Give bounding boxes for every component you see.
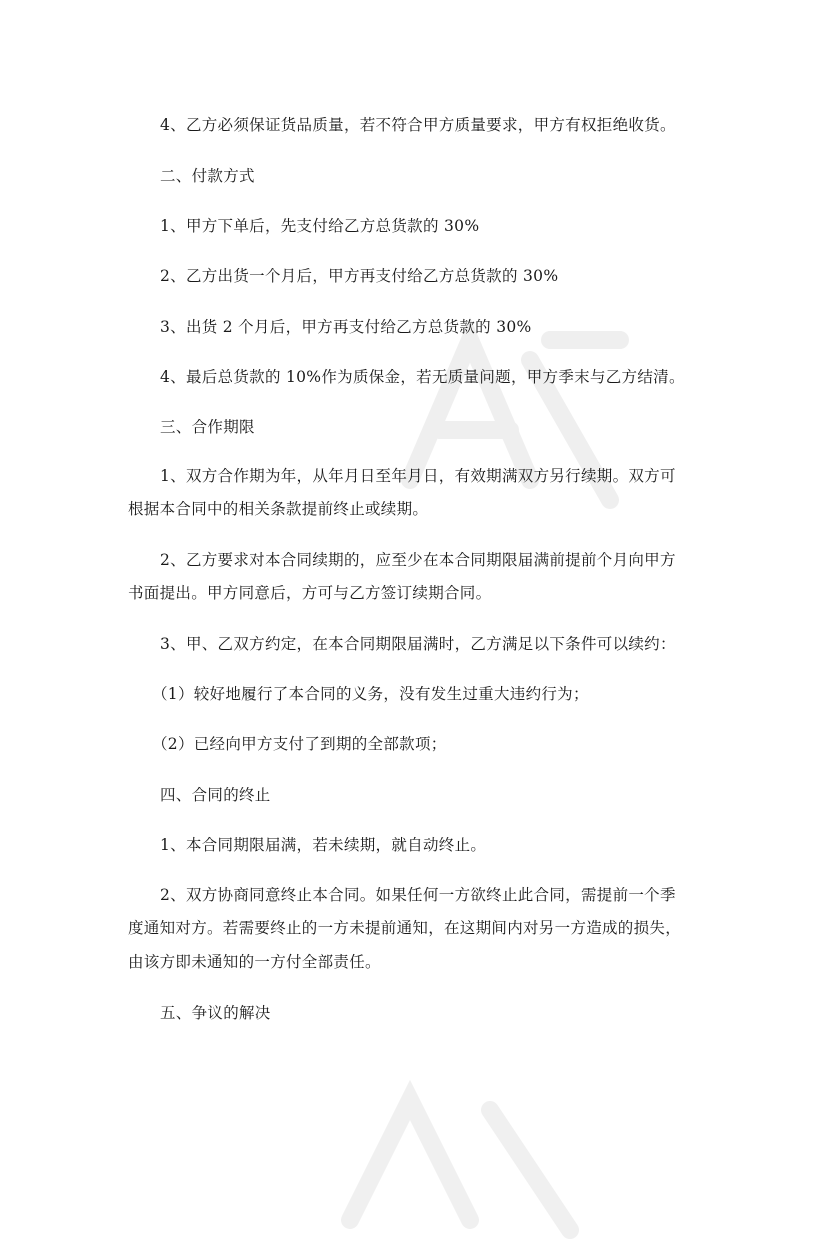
paragraph-term-3: 3、甲、乙双方约定，在本合同期限届满时，乙方满足以下条件可以续约： [160, 635, 676, 653]
paragraph-payment-4: 4、最后总货款的 10%作为质保金，若无质量问题，甲方季末与乙方结清。 [160, 368, 685, 386]
section-heading-payment: 二、付款方式 [160, 167, 255, 185]
section-heading-termination: 四、合同的终止 [160, 786, 271, 804]
watermark-logo-bottom [330, 1040, 590, 1240]
paragraph-termination-2-line2: 度通知对方。若需要终止的一方未提前通知，在这期间内对另一方造成的损失， [128, 919, 682, 937]
paragraph-termination-2-line3: 由该方即未通知的一方付全部责任。 [128, 953, 381, 971]
paragraph-termination-2-line1: 2、双方协商同意终止本合同。如果任何一方欲终止此合同，需提前一个季 [160, 886, 676, 904]
paragraph-termination-1: 1、本合同期限届满，若未续期，就自动终止。 [160, 836, 487, 854]
section-heading-term: 三、合作期限 [160, 418, 255, 436]
paragraph-condition-1: （1）较好地履行了本合同的义务，没有发生过重大违约行为； [152, 685, 589, 703]
paragraph-payment-2: 2、乙方出货一个月后，甲方再支付给乙方总货款的 30% [160, 267, 559, 285]
paragraph-term-2-line2: 书面提出。甲方同意后，方可与乙方签订续期合同。 [128, 584, 492, 602]
paragraph-condition-2: （2）已经向甲方支付了到期的全部款项； [152, 735, 447, 753]
paragraph-term-1-line2: 根据本合同中的相关条款提前终止或续期。 [128, 500, 429, 518]
paragraph-term-2-line1: 2、乙方要求对本合同续期的，应至少在本合同期限届满前提前个月向甲方 [160, 551, 676, 569]
paragraph-payment-1: 1、甲方下单后，先支付给乙方总货款的 30% [160, 217, 480, 235]
section-heading-dispute: 五、争议的解决 [160, 1004, 271, 1022]
paragraph-term-1-line1: 1、双方合作期为年，从年月日至年月日，有效期满双方另行续期。双方可 [160, 467, 676, 485]
paragraph-payment-3: 3、出货 2 个月后，甲方再支付给乙方总货款的 30% [160, 318, 532, 336]
paragraph-quality-requirement: 4、乙方必须保证货品质量，若不符合甲方质量要求，甲方有权拒绝收货。 [160, 116, 676, 134]
